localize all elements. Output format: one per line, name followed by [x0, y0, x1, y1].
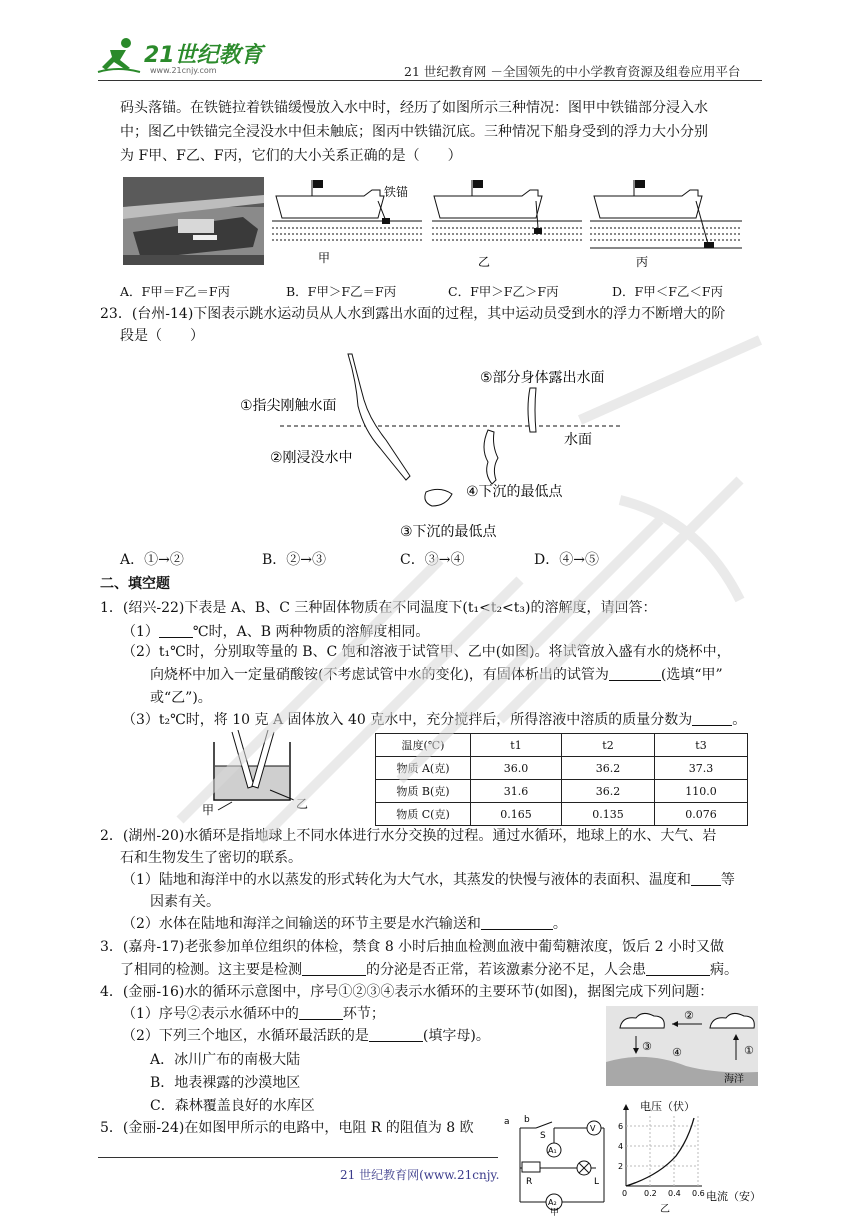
table-cell: 36.2 — [562, 780, 655, 803]
q22-option-a: A．F甲＝F乙＝F丙 — [120, 284, 231, 299]
table-row — [376, 757, 748, 780]
x-tick: 0.6 — [692, 1189, 705, 1198]
table-cell: 物质 A(克) — [376, 757, 471, 780]
x-tick: 0.2 — [644, 1189, 657, 1198]
voltmeter-label: V — [590, 1124, 596, 1133]
water-surface-label: 水面 — [564, 432, 592, 448]
f1-part2-line3: 或“乙”)。 — [150, 690, 212, 706]
resistor-label: R — [526, 1177, 533, 1187]
diver-figure — [230, 350, 650, 546]
ship-bing — [590, 180, 742, 248]
f1-part2-line2: 向烧杯中加入一定量硝酸铵(不考虑试管中水的变化)，有固体析出的试管为 (选填“甲” — [150, 667, 723, 683]
table-cell: 31.6 — [471, 780, 562, 803]
table-cell: 110.0 — [655, 780, 748, 803]
y-tick: 2 — [618, 1162, 624, 1171]
terminal-b-label: b — [524, 1115, 530, 1125]
cycle-label-4: ④ — [672, 1046, 682, 1059]
stage5-label: ⑤部分身体露出水面 — [480, 370, 605, 386]
lamp-label: L — [594, 1177, 600, 1187]
q22-line1: 码头落锚。在铁链拉着铁锚缓慢放入水中时，经历了如图所示三种情况：图甲中铁锚部分浸入水 — [120, 100, 708, 116]
q22-line2: 中；图乙中铁锚完全浸没水中但未触底；图丙中铁锚沉底。三种情况下船身受到的浮力大小分别 — [120, 124, 708, 140]
anchor-label: 铁锚 — [384, 185, 409, 199]
f3-line1: 3．(嘉舟-17)老张参加单位组织的体检，禁食 8 小时后抽血检测血液中葡萄糖浓度，饭后 2 小时又做 — [100, 939, 724, 955]
site-logo — [96, 36, 266, 76]
f5-line1: 5．(金丽-24)在如图甲所示的电路中，电阻 R 的阻值为 8 欧 — [100, 1120, 474, 1136]
ship-yi — [432, 180, 582, 240]
label-jia: 甲 — [318, 251, 331, 265]
table-header-cell: t2 — [562, 734, 655, 757]
stage2-label: ②刚浸没水中 — [270, 450, 353, 466]
table-header-cell: t1 — [471, 734, 562, 757]
water-cycle-figure — [606, 1006, 758, 1086]
logo-text: 21世纪教育 — [144, 43, 263, 68]
switch-label: S — [540, 1131, 546, 1141]
q23-option-b: B．②→③ — [262, 552, 327, 568]
sea-label: 海洋 — [724, 1074, 744, 1085]
y-tick: 6 — [618, 1122, 624, 1131]
table-cell: 36.2 — [562, 757, 655, 780]
q22-option-b: B．F甲＞F乙＝F丙 — [286, 284, 397, 299]
f1-part1: （1） ℃时，A、B 两种物质的溶解度相同。 — [122, 624, 430, 640]
table-cell: 37.3 — [655, 757, 748, 780]
table-cell: 36.0 — [471, 757, 562, 780]
label-yi: 乙 — [478, 255, 491, 269]
page-header — [0, 0, 860, 90]
q23-line2: 段是（ ） — [120, 328, 204, 344]
y-tick: 4 — [618, 1142, 624, 1151]
table-cell: 0.135 — [562, 803, 655, 826]
f1-part3: （3）t₂℃时，将 10 克 A 固体放入 40 克水中，充分搅拌后，所得溶液中溶质的质量分数为 。 — [122, 712, 747, 728]
header-tagline: 21 世纪教育网 －全国领先的中小学教育资源及组卷应用平台 — [404, 64, 741, 79]
table-cell: 0.076 — [655, 803, 748, 826]
cycle-label-1: ① — [744, 1044, 754, 1057]
f4-option-c: C．森林覆盖良好的水库区 — [150, 1098, 315, 1114]
header-rule — [98, 80, 762, 81]
q22-option-c: C．F甲＞F乙＞F丙 — [448, 284, 559, 299]
f1-stem: 1．(绍兴-22)下表是 A、B、C 三种固体物质在不同温度下(t₁<t₂<t₃)的溶解度，请回答： — [100, 600, 657, 616]
table-row — [376, 803, 748, 826]
f2-line2: 石和生物发生了密切的联系。 — [120, 850, 302, 866]
table-header-cell: t3 — [655, 734, 748, 757]
x-tick: 0.4 — [668, 1189, 681, 1198]
f1-part2-line1: （2）t₁℃时，分别取等量的 B、C 饱和溶液于试管甲、乙中(如图)。将试管放入盛有水的烧杯中， — [122, 644, 731, 660]
circuit-figure — [496, 1112, 612, 1216]
tube-yi-label: 乙 — [296, 797, 309, 811]
table-row — [376, 780, 748, 803]
a1-label: A₁ — [548, 1146, 557, 1155]
f2-part1-line2: 因素有关。 — [150, 894, 220, 910]
q23-option-d: D．④→⑤ — [534, 552, 599, 568]
graph-ylabel: 电压（伏） — [640, 1100, 695, 1113]
anchor-figures — [272, 176, 752, 270]
f4-part1: （1）序号②表示水循环中的 环节； — [122, 1006, 385, 1022]
f4-part2: （2）下列三个地区，水循环最活跃的是 (填字母)。 — [122, 1028, 490, 1044]
q23-option-a: A．①→② — [120, 552, 184, 568]
f4-line1: 4．(金丽-16)水的循环示意图中，序号①②③④表示水循环的主要环节(如图)，据图完成下列问题： — [100, 984, 714, 1000]
table-cell: 物质 C(克) — [376, 803, 471, 826]
tube-jia-label: 甲 — [202, 803, 215, 816]
graph-xlabel: 电流（安） — [706, 1190, 761, 1203]
terminal-a-label: a — [504, 1117, 510, 1127]
q23-line1: 23．(台州-14)下图表示跳水运动员从人水到露出水面的过程，其中运动员受到水的浮力不断增大的阶 — [100, 306, 726, 322]
section-title: 二、填空题 — [100, 576, 170, 592]
solubility-table — [375, 733, 748, 826]
q22-option-d: D．F甲＜F乙＜F丙 — [612, 284, 724, 299]
stage1-label: ①指尖刚触水面 — [240, 398, 337, 414]
f3-line2: 了相同的检测。这主要是检测 的分泌是否正常，若该激素分泌不足，人会患 病。 — [120, 962, 738, 978]
table-header-cell: 温度(℃) — [376, 734, 471, 757]
f2-part2: （2）水体在陆地和海洋之间输送的环节主要是水汽输送和 。 — [122, 916, 567, 932]
a2-label: A₂ — [548, 1198, 557, 1207]
f2-part1-line1: （1）陆地和海洋中的水以蒸发的形式转化为大气水，其蒸发的快慢与液体的表面积、温度和 等 — [122, 872, 735, 888]
stage3-label: ③下沉的最低点 — [400, 524, 497, 540]
stage4-label: ④下沉的最低点 — [466, 484, 563, 500]
footer-text: 21 世纪教育网(www.21cnjy. — [340, 1168, 500, 1182]
q23-option-c: C．③→④ — [400, 552, 465, 568]
table-header-row — [376, 734, 748, 757]
logo-url: www.21cnjy.com — [150, 66, 217, 75]
cycle-label-2: ② — [684, 1009, 694, 1022]
iv-graph — [614, 1100, 774, 1216]
graph-caption: 乙 — [660, 1204, 670, 1215]
table-cell: 物质 B(克) — [376, 780, 471, 803]
ship-photo — [123, 177, 264, 265]
x-tick: 0 — [622, 1189, 628, 1198]
f2-line1: 2．(湖州-20)水循环是指地球上不同水体进行水分交换的过程。通过水循环，地球上的水、大气、岩 — [100, 828, 717, 844]
circuit-caption: 甲 — [550, 1208, 560, 1216]
q22-line3: 为 F甲、F乙、F丙，它们的大小关系正确的是（ ） — [120, 148, 462, 164]
runner-logo-icon — [96, 36, 142, 76]
label-bing: 丙 — [636, 255, 649, 269]
cycle-label-3: ③ — [642, 1040, 652, 1053]
table-cell: 0.165 — [471, 803, 562, 826]
f4-option-b: B．地表裸露的沙漠地区 — [150, 1075, 301, 1091]
f4-option-a: A．冰川广布的南极大陆 — [150, 1052, 301, 1068]
beaker-figure — [180, 730, 320, 816]
footer-rule — [98, 1157, 498, 1158]
